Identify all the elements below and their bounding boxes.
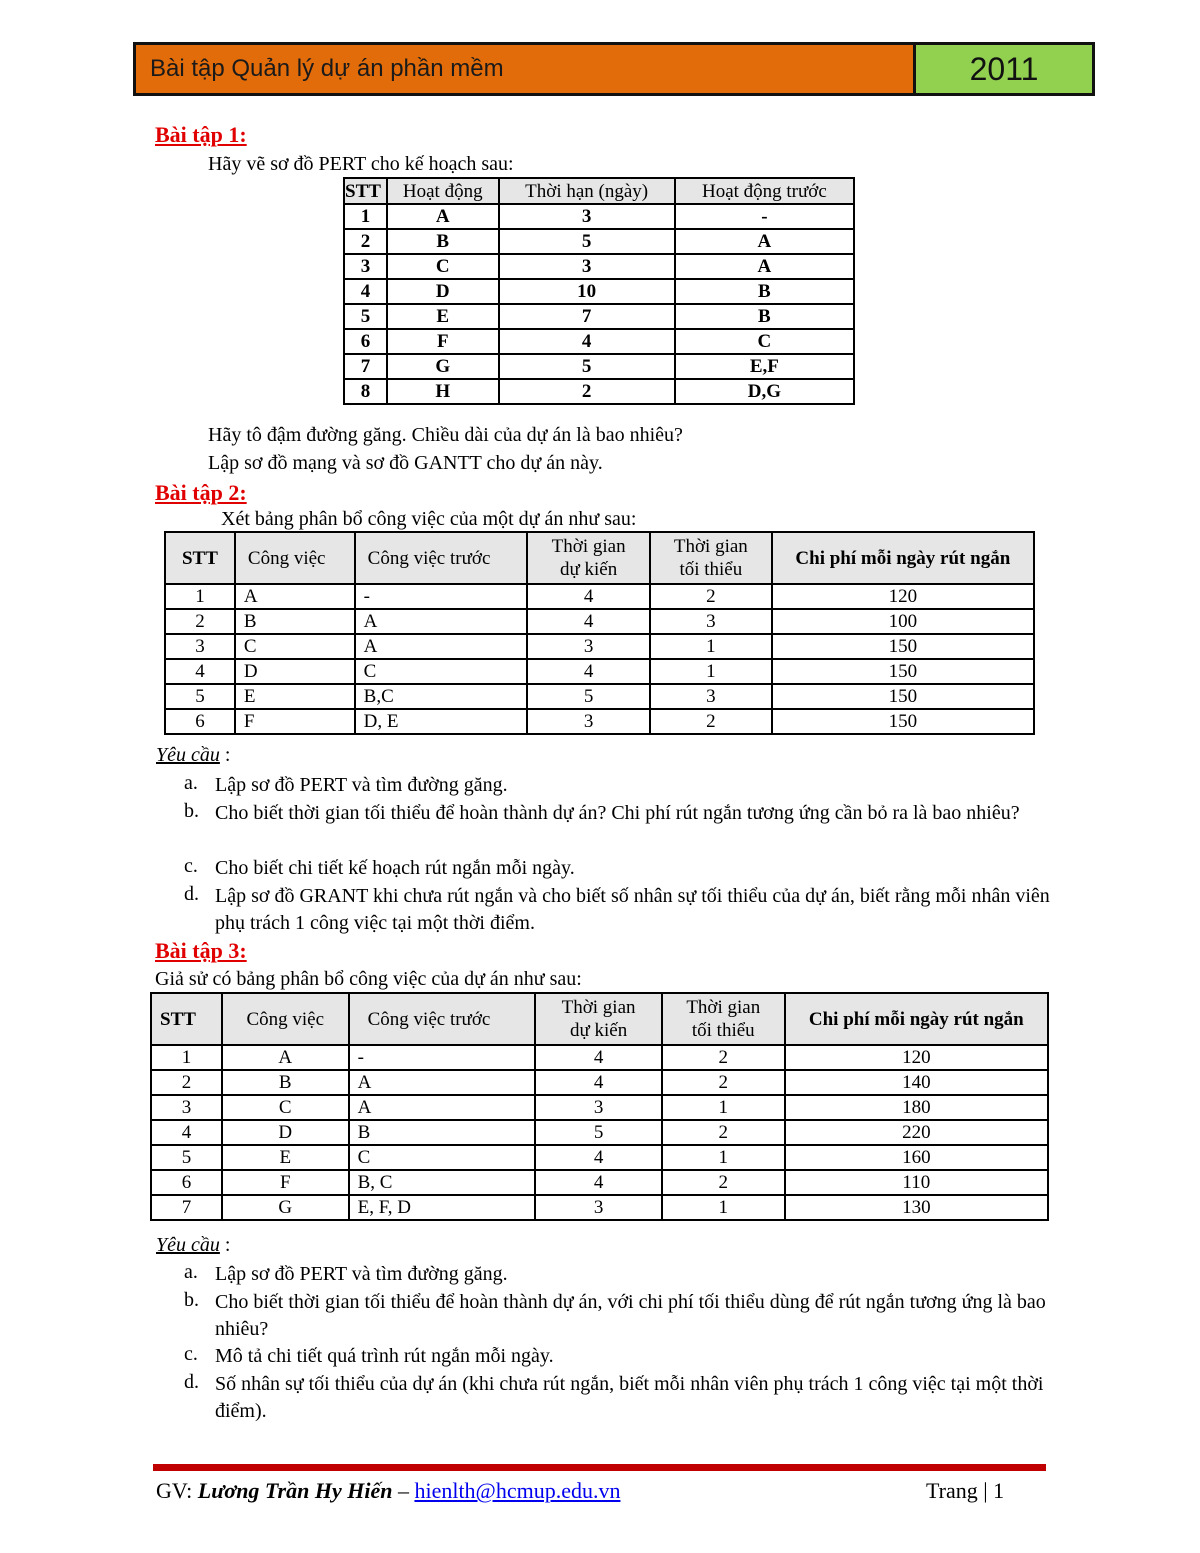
t1-header-cell: Hoạt động trước	[675, 178, 854, 204]
footer-author-name: Lương Trần Hy Hiến	[197, 1478, 393, 1503]
table-cell: B, C	[349, 1170, 536, 1195]
table-cell: 1	[165, 584, 235, 609]
document-title: Bài tập Quản lý dự án phần mềm	[136, 45, 916, 93]
table-cell: 3	[165, 634, 235, 659]
footer-rule	[153, 1464, 1046, 1471]
table-cell: 4	[535, 1045, 662, 1070]
table-cell: 5	[527, 684, 650, 709]
table-cell: C	[355, 659, 528, 684]
table-cell: G	[387, 354, 499, 379]
table-cell: 1	[151, 1045, 222, 1070]
t3-header-cell: Công việc trước	[349, 993, 536, 1045]
table-row	[165, 584, 1034, 609]
table-cell: 150	[772, 659, 1034, 684]
table-cell: 110	[785, 1170, 1048, 1195]
table-cell: 4	[499, 329, 675, 354]
list-item-letter: d.	[184, 1371, 199, 1393]
table-cell: 1	[650, 659, 772, 684]
list-item-letter: b.	[184, 1289, 199, 1311]
table-cell: C	[387, 254, 499, 279]
table-cell: 1	[662, 1095, 785, 1120]
t1-header-cell: Thời hạn (ngày)	[499, 178, 675, 204]
t3-header-cell: Thời gian tối thiểu	[662, 993, 785, 1045]
table-cell: D, E	[355, 709, 528, 734]
table-row	[165, 684, 1034, 709]
table-cell: 4	[527, 659, 650, 684]
table-cell: 3	[499, 204, 675, 229]
ex1-title: Bài tập 1:	[155, 122, 247, 147]
table-cell: 2	[662, 1070, 785, 1095]
table-cell: D	[222, 1120, 349, 1145]
table-cell: 2	[662, 1170, 785, 1195]
table-cell: 2	[499, 379, 675, 404]
table-cell: 5	[499, 229, 675, 254]
footer-email-link[interactable]: hienlth@hcmup.edu.vn	[414, 1478, 621, 1503]
table-cell: 120	[772, 584, 1034, 609]
table-cell: E, F, D	[349, 1195, 536, 1220]
table-cell: C	[349, 1145, 536, 1170]
table-cell: C	[222, 1095, 349, 1120]
table-cell: 130	[785, 1195, 1048, 1220]
page-header	[133, 42, 1095, 96]
table-cell: C	[675, 329, 854, 354]
table-row	[344, 354, 854, 379]
table-cell: 7	[499, 304, 675, 329]
table-cell: E	[222, 1145, 349, 1170]
table-cell: 140	[785, 1070, 1048, 1095]
ex2-requirements-label	[156, 744, 230, 767]
document-year: 2011	[916, 45, 1092, 93]
ex2-req-label-text: Yêu cầu	[156, 744, 220, 766]
table-cell: A	[355, 634, 528, 659]
t2-header-cell: Công việc	[235, 532, 355, 584]
table-cell: 3	[499, 254, 675, 279]
table-cell: 3	[151, 1095, 222, 1120]
table-cell: E	[387, 304, 499, 329]
table-row	[151, 1045, 1048, 1070]
ex3-intro: Giả sử có bảng phân bổ công việc của dự án như sau:	[155, 968, 582, 990]
t3-header-cell: Chi phí mỗi ngày rút ngắn	[785, 993, 1048, 1045]
t1-header-cell: STT	[344, 178, 387, 204]
table-cell: 6	[165, 709, 235, 734]
footer-dash: –	[392, 1478, 415, 1503]
table-cell: 4	[165, 659, 235, 684]
table-row	[344, 279, 854, 304]
table-cell: 2	[344, 229, 387, 254]
table-cell: D,G	[675, 379, 854, 404]
table-cell: 1	[344, 204, 387, 229]
table-cell: 220	[785, 1120, 1048, 1145]
t3-header-cell: STT	[151, 993, 222, 1045]
table-cell: A	[349, 1095, 536, 1120]
table-cell: 150	[772, 684, 1034, 709]
table-cell: A	[222, 1045, 349, 1070]
table-cell: G	[222, 1195, 349, 1220]
table-cell: 5	[165, 684, 235, 709]
table-cell: 7	[344, 354, 387, 379]
table-cell: 7	[151, 1195, 222, 1220]
table-cell: C	[235, 634, 355, 659]
table-row	[344, 379, 854, 404]
table-cell: F	[222, 1170, 349, 1195]
t2-header-cell: Thời gian dự kiến	[527, 532, 650, 584]
list-item-letter: a.	[184, 772, 198, 794]
table-cell: 150	[772, 634, 1034, 659]
table-cell: 2	[165, 609, 235, 634]
t1-header-cell: Hoạt động	[387, 178, 499, 204]
t2-header-cell: STT	[165, 532, 235, 584]
table-cell: E,F	[675, 354, 854, 379]
table-row	[165, 609, 1034, 634]
table-row	[151, 1095, 1048, 1120]
t2-header-cell: Công việc trước	[355, 532, 528, 584]
table-cell: F	[235, 709, 355, 734]
table-cell: 6	[344, 329, 387, 354]
table-cell: 3	[535, 1195, 662, 1220]
table-cell: B	[675, 304, 854, 329]
table-row	[151, 1070, 1048, 1095]
ex1-intro: Hãy vẽ sơ đồ PERT cho kế hoạch sau:	[208, 153, 514, 175]
table-cell: 2	[650, 584, 772, 609]
list-item-letter: b.	[184, 800, 199, 822]
table-cell: E	[235, 684, 355, 709]
table-cell: B	[349, 1120, 536, 1145]
table-cell: 2	[650, 709, 772, 734]
table-cell: 6	[151, 1170, 222, 1195]
list-item-letter: c.	[184, 1343, 198, 1365]
table-cell: B	[675, 279, 854, 304]
table-row	[165, 709, 1034, 734]
table-row	[165, 659, 1034, 684]
t3-header-cell: Công việc	[222, 993, 349, 1045]
table-cell: 4	[535, 1145, 662, 1170]
ex3-req-colon: :	[219, 1234, 231, 1256]
table-row	[151, 1195, 1048, 1220]
table-row	[151, 1120, 1048, 1145]
table-cell: 3	[650, 609, 772, 634]
table-cell: 3	[650, 684, 772, 709]
table-cell: A	[349, 1070, 536, 1095]
table-cell: A	[675, 229, 854, 254]
table-cell: B	[235, 609, 355, 634]
table-cell: 2	[662, 1120, 785, 1145]
table-cell: 180	[785, 1095, 1048, 1120]
table-cell: 100	[772, 609, 1034, 634]
list-item-text: Số nhân sự tối thiểu của dự án (khi chưa rút ngắn, biết mỗi nhân viên phụ trách 1 công việc tại một thời điểm).	[215, 1373, 1044, 1422]
table-cell: H	[387, 379, 499, 404]
table-cell: F	[387, 329, 499, 354]
ex2-req-colon: :	[219, 744, 231, 766]
table-cell: D	[387, 279, 499, 304]
table-cell: 3	[527, 709, 650, 734]
table-cell: 4	[535, 1070, 662, 1095]
table-cell: 3	[344, 254, 387, 279]
table-cell: 5	[535, 1120, 662, 1145]
footer-author	[156, 1478, 620, 1504]
table-row	[151, 1170, 1048, 1195]
list-item-text: Lập sơ đồ PERT và tìm đường găng.	[215, 1263, 508, 1285]
table-cell: 160	[785, 1145, 1048, 1170]
table-cell: B	[222, 1070, 349, 1095]
table-row	[165, 634, 1034, 659]
list-item-text: Lập sơ đồ GRANT khi chưa rút ngắn và cho biết số nhân sự tối thiểu của dự án, biết rằng mỗi nhân viên phụ trách 1 công việc tại một thời điểm.	[215, 885, 1050, 934]
ex3-requirements-label	[156, 1234, 230, 1257]
table-cell: -	[675, 204, 854, 229]
table-cell: 150	[772, 709, 1034, 734]
ex3-title: Bài tập 3:	[155, 938, 247, 963]
ex3-req-label-text: Yêu cầu	[156, 1234, 220, 1256]
table-cell: -	[355, 584, 528, 609]
table-cell: 8	[344, 379, 387, 404]
footer-gv-label: GV:	[156, 1478, 198, 1503]
table-cell: 10	[499, 279, 675, 304]
table-cell: 1	[662, 1195, 785, 1220]
ex1-question-2: Lập sơ đồ mạng và sơ đồ GANTT cho dự án này.	[208, 452, 603, 474]
list-item-letter: d.	[184, 883, 199, 905]
list-item-text: Cho biết thời gian tối thiểu để hoàn thành dự án, với chi phí tối thiểu dùng để rút ngắn tương ứng là bao nhiêu?	[215, 1291, 1046, 1340]
table-row	[344, 254, 854, 279]
table-cell: 5	[344, 304, 387, 329]
table-row	[344, 329, 854, 354]
table-cell: 1	[662, 1145, 785, 1170]
list-item-text: Mô tả chi tiết quá trình rút ngắn mỗi ngày.	[215, 1345, 554, 1367]
table-cell: D	[235, 659, 355, 684]
t2-header-cell: Chi phí mỗi ngày rút ngắn	[772, 532, 1034, 584]
ex2-table	[164, 531, 1035, 735]
ex1-question-1: Hãy tô đậm đường găng. Chiều dài của dự án là bao nhiêu?	[208, 424, 683, 446]
table-cell: 2	[151, 1070, 222, 1095]
table-cell: 5	[499, 354, 675, 379]
table-row	[344, 304, 854, 329]
table-cell: 3	[535, 1095, 662, 1120]
ex1-table	[343, 177, 855, 405]
table-cell: 4	[527, 609, 650, 634]
table-row	[344, 204, 854, 229]
table-cell: A	[355, 609, 528, 634]
table-cell: B,C	[355, 684, 528, 709]
footer-page-number: Trang | 1	[926, 1478, 1005, 1503]
table-cell: 120	[785, 1045, 1048, 1070]
list-item-letter: a.	[184, 1261, 198, 1283]
list-item-text: Cho biết chi tiết kế hoạch rút ngắn mỗi ngày.	[215, 857, 575, 879]
ex2-intro: Xét bảng phân bổ công việc của một dự án như sau:	[221, 508, 637, 530]
table-cell: 4	[535, 1170, 662, 1195]
table-cell: A	[235, 584, 355, 609]
table-cell: 5	[151, 1145, 222, 1170]
table-cell: 3	[527, 634, 650, 659]
list-item-text: Cho biết thời gian tối thiểu để hoàn thành dự án? Chi phí rút ngắn tương ứng cần bỏ ra là bao nhiêu?	[215, 802, 1020, 824]
table-cell: A	[387, 204, 499, 229]
list-item-text: Lập sơ đồ PERT và tìm đường găng.	[215, 774, 508, 796]
table-cell: 2	[662, 1045, 785, 1070]
table-cell: A	[675, 254, 854, 279]
list-item-letter: c.	[184, 855, 198, 877]
table-cell: -	[349, 1045, 536, 1070]
table-row	[344, 229, 854, 254]
table-row	[151, 1145, 1048, 1170]
table-cell: 4	[527, 584, 650, 609]
table-cell: 4	[344, 279, 387, 304]
t2-header-cell: Thời gian tối thiểu	[650, 532, 772, 584]
table-cell: 4	[151, 1120, 222, 1145]
ex3-table	[150, 992, 1049, 1221]
table-cell: B	[387, 229, 499, 254]
t3-header-cell: Thời gian dự kiến	[535, 993, 662, 1045]
ex2-title: Bài tập 2:	[155, 480, 247, 505]
table-cell: 1	[650, 634, 772, 659]
